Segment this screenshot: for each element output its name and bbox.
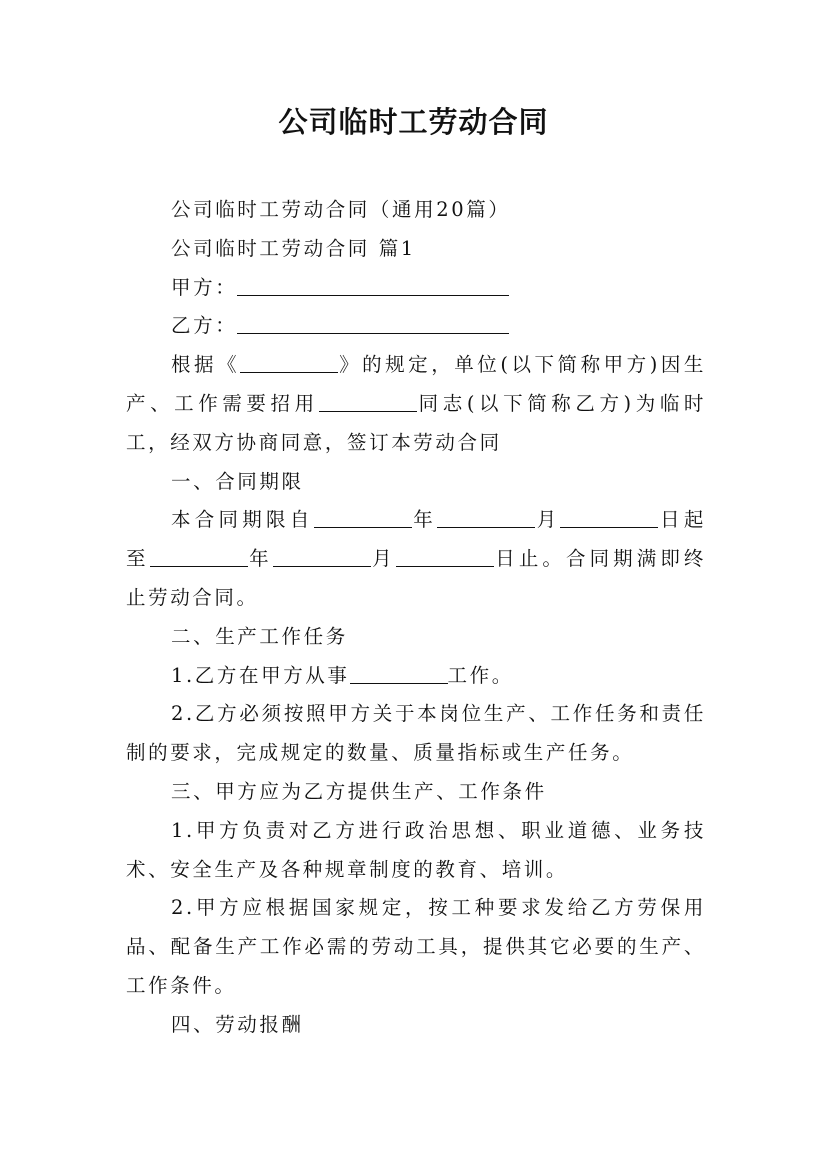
heading-contract-term: 一、合同期限: [171, 469, 304, 493]
term-start-suffix: 日起至: [126, 508, 706, 571]
term-text-1: 本合同期限自: [171, 508, 314, 532]
term-month-1: 月: [535, 508, 561, 532]
end-year-blank: [150, 547, 248, 568]
task1-prefix: 1.乙方在甲方从事: [171, 663, 350, 687]
intro-text-2: 》的规定，单位(以下简称甲方)因生产、工作需要招用: [126, 353, 706, 415]
term-end-suffix: 日止。合同期满即终止劳动合同。: [126, 547, 706, 609]
term-year-1: 年: [411, 508, 438, 532]
employee-name-blank: [319, 391, 417, 412]
end-day-blank: [396, 547, 494, 568]
task-item-1: [126, 657, 706, 696]
subtitle: 公司临时工劳动合同（通用20篇）: [171, 198, 511, 221]
start-day-blank: [560, 508, 658, 529]
task-item-2: 2.乙方必须按照甲方关于本岗位生产、工作任务和责任制的要求，完成规定的数量、质量指标或生产任务。: [126, 702, 706, 765]
term-paragraph: [126, 501, 706, 617]
heading-work-conditions: 三、甲方应为乙方提供生产、工作条件: [171, 779, 547, 803]
law-name-blank: [240, 353, 338, 374]
document-title: 公司临时工劳动合同: [278, 105, 549, 139]
party-a-blank: [237, 275, 509, 296]
job-blank: [350, 663, 448, 684]
term-month-2: 月: [370, 547, 396, 571]
party-a-line: [126, 269, 706, 308]
party-b-blank: [237, 314, 509, 335]
condition-item-1: 1.甲方负责对乙方进行政治思想、职业道德、业务技术、安全生产及各种规章制度的教育、培训。: [126, 818, 706, 881]
party-b-line: [126, 307, 706, 346]
party-a-label: 甲方：: [171, 275, 238, 299]
section-title: 公司临时工劳动合同 篇1: [171, 236, 416, 260]
start-month-blank: [437, 508, 535, 529]
start-year-blank: [314, 508, 412, 529]
document-body: [126, 191, 706, 1045]
heading-remuneration: 四、劳动报酬: [171, 1012, 304, 1036]
intro-paragraph: [126, 346, 706, 462]
end-month-blank: [273, 547, 371, 568]
term-year-2: 年: [247, 547, 273, 571]
heading-work-task: 二、生产工作任务: [171, 624, 348, 648]
intro-text-3: 同志(以下简称乙方)为临时工，经双方协商同意，签订本劳动合同: [126, 391, 706, 454]
task1-suffix: 工作。: [447, 663, 514, 687]
party-b-label: 乙方：: [171, 314, 238, 338]
intro-text-1: 根据《: [171, 353, 241, 377]
condition-item-2: 2.甲方应根据国家规定，按工种要求发给乙方劳保用品、配备生产工作必需的劳动工具，提供其它必要的生产、工作条件。: [126, 896, 706, 997]
